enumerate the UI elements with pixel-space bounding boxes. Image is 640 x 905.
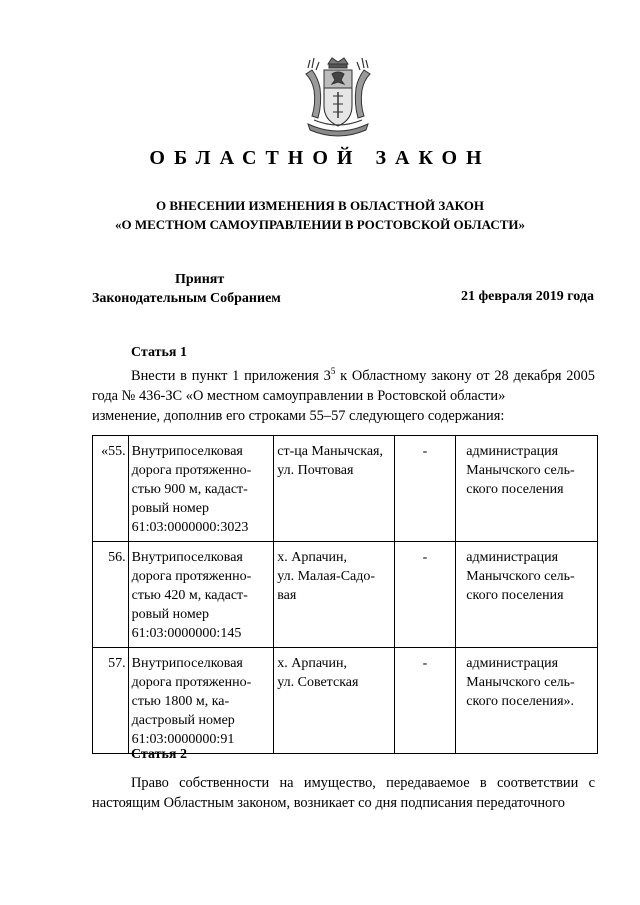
dash-value: - [422,444,428,459]
document-type: ОБЛАСТНОЙ ЗАКОН [149,147,491,169]
row-number: 57. [108,656,126,671]
administration-line: Манычского сель- [466,675,575,690]
road-description-cell [128,648,274,754]
road-description-line: стью 1800 м, ка- [131,694,230,709]
article1-heading: Статья 1 [131,345,187,360]
table-row [93,436,598,542]
road-description-line: Внутрипоселковая [131,656,243,671]
dash-cell [394,436,456,542]
roads-table [92,435,598,754]
road-description-line: дорога протяженно- [131,569,252,584]
row-number-cell [93,542,129,648]
road-description-line: Внутрипоселковая [131,550,243,565]
address-cell [274,436,394,542]
row-number: «55. [101,444,126,459]
administration-line: ского поселения [466,482,564,497]
road-description-cell [128,542,274,648]
dash-value: - [422,550,428,565]
address-line: х. Арпачин, [277,656,348,671]
law-title-line2: «О МЕСТНОМ САМОУПРАВЛЕНИИ В РОСТОВСКОЙ ОБЛАСТИ» [115,217,525,232]
administration-line: ского поселения [466,588,564,603]
article2-heading: Статья 2 [131,747,187,762]
article2-text [92,773,595,813]
article1-text-part2: к Областному закону от 28 декабря 2005 года № 436-ЗС «О местном самоуправлении в Ростовской области» [92,368,595,404]
adoption-line2: Законодательным Собранием [92,291,281,306]
road-description-line: ровый номер [131,501,209,516]
road-description-line: стью 900 м, кадаст- [131,482,248,497]
row-number-cell [93,648,129,754]
address-line: ул. Почтовая [277,463,354,478]
dash-value: - [422,656,428,671]
administration-cell [456,436,598,542]
article1-text-part1: Внести в пункт 1 приложения 3 [131,368,331,384]
law-title [0,196,640,234]
rostov-coat-of-arms-icon [300,56,376,138]
road-description-line: стью 420 м, кадаст- [131,588,248,603]
administration-line: администрация [466,550,559,565]
administration-line: администрация [466,444,559,459]
administration-cell [456,648,598,754]
article1-text [92,366,595,426]
administration-cell [456,542,598,648]
administration-line: ского поселения». [466,694,575,709]
road-description-line: дорога протяженно- [131,675,252,690]
road-description-line: Внутрипоселковая [131,444,243,459]
administration-line: администрация [466,656,559,671]
administration-line: Манычского сель- [466,569,575,584]
address-cell [274,542,394,648]
dash-cell [394,542,456,648]
address-line: х. Арпачин, [277,550,348,565]
law-title-line1: О ВНЕСЕНИИ ИЗМЕНЕНИЯ В ОБЛАСТНОЙ ЗАКОН [156,198,484,213]
road-description-cell [128,436,274,542]
dash-cell [394,648,456,754]
road-description-line: дастровый номер [131,713,235,728]
adoption-line1: Принят [175,272,225,287]
road-description-line: 61:03:0000000:145 [131,626,242,641]
address-line: ст-ца Манычская, [277,444,383,459]
address-line: ул. Малая-Садо- [277,569,376,584]
article1-text-part3: изменение, дополнив его строками 55–57 следующего содержания: [92,408,505,424]
row-number-cell [93,436,129,542]
table-row [93,542,598,648]
administration-line: Манычского сель- [466,463,575,478]
address-line: вая [277,588,297,603]
adoption-block [92,270,302,308]
road-description-line: дорога протяженно- [131,463,252,478]
road-description-line: ровый номер [131,607,209,622]
road-description-line: 61:03:0000000:91 [131,732,235,747]
address-line: ул. Советская [277,675,359,690]
article2-text-body: Право собственности на имущество, передаваемое в соответствии с настоящим Областным законом, возникает со дня подписания передаточного [92,775,595,811]
adoption-date: 21 февраля 2019 года [461,289,594,304]
road-description-line: 61:03:0000000:3023 [131,520,249,535]
table-row [93,648,598,754]
row-number: 56. [108,550,126,565]
article1-superscript: 5 [330,366,336,377]
address-cell [274,648,394,754]
